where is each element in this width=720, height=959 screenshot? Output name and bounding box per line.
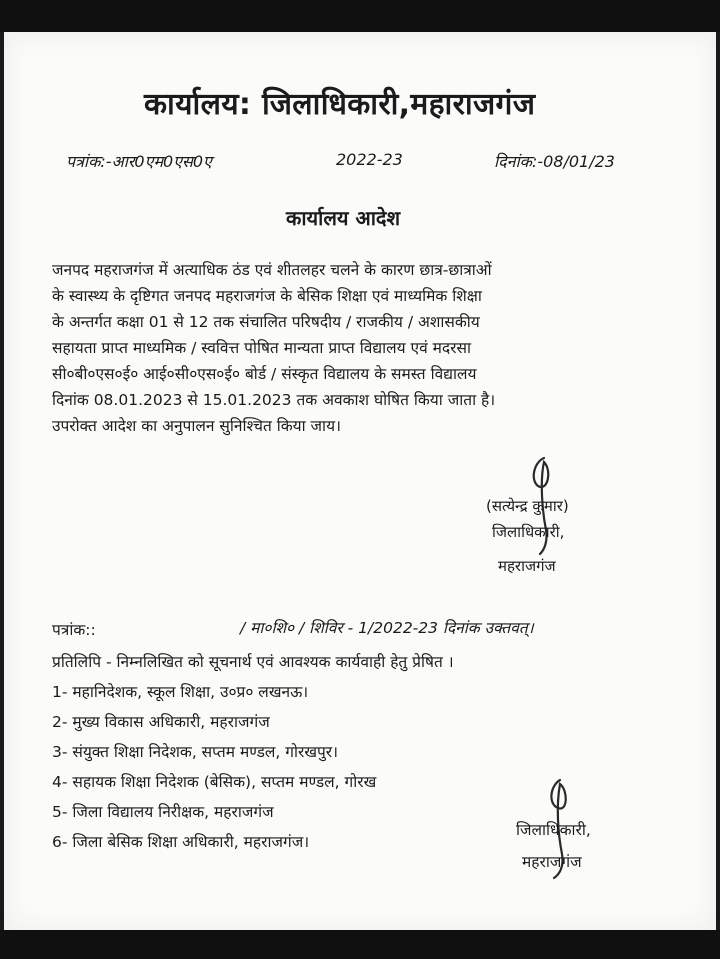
photo-top-edge xyxy=(0,0,720,32)
order-text-line: सी०बी०एस०ई० आई०सी०एस०ई० बोर्ड / संस्कृत विद्यालय के समस्त विद्यालय xyxy=(52,365,477,383)
copy-reference-detail: / मा०शि० / शिविर - 1/2022-23 दिनांक उक्तवत्। xyxy=(240,619,534,637)
issue-date: दिनांक:-08/01/23 xyxy=(494,152,615,171)
signatory-name: (सत्येन्द्र कुमार) xyxy=(486,497,569,515)
order-text-line: उपरोक्त आदेश का अनुपालन सुनिश्चित किया जाय। xyxy=(52,417,341,435)
copy-intro: प्रतिलिपि - निम्नलिखित को सूचनार्थ एवं आवश्यक कार्यवाही हेतु प्रेषित । xyxy=(52,653,454,671)
recipient-item: 2- मुख्य विकास अधिकारी, महराजगंज xyxy=(52,713,270,731)
photo-bottom-edge xyxy=(0,930,720,959)
order-text-line: के अन्तर्गत कक्षा 01 से 12 तक संचालित परिषदीय / राजकीय / अशासकीय xyxy=(52,313,480,331)
recipient-item: 4- सहायक शिक्षा निदेशक (बेसिक), सप्तम मण्डल, गोरख xyxy=(52,773,377,791)
recipient-item: 6- जिला बेसिक शिक्षा अधिकारी, महराजगंज। xyxy=(52,833,310,851)
office-title: कार्यालय: जिलाधिकारी,महाराजगंज xyxy=(144,87,536,122)
signatory-designation: जिलाधिकारी, xyxy=(492,523,565,541)
order-heading: कार्यालय आदेश xyxy=(286,206,401,230)
recipient-item: 1- महानिदेशक, स्कूल शिक्षा, उ०प्र० लखनऊ। xyxy=(52,683,309,701)
recipient-item: 3- संयुक्त शिक्षा निदेशक, सप्तम मण्डल, गोरखपुर। xyxy=(52,743,339,761)
order-text-line: जनपद महराजगंज में अत्याधिक ठंड एवं शीतलहर चलने के कारण छात्र-छात्राओं xyxy=(52,261,492,279)
order-text-line: दिनांक 08.01.2023 से 15.01.2023 तक अवकाश घोषित किया जाता है। xyxy=(52,391,496,409)
copy-signatory-place: महराजगंज xyxy=(522,853,582,871)
order-text-line: के स्वास्थ्य के दृष्टिगत जनपद महराजगंज के बेसिक शिक्षा एवं माध्यमिक शिक्षा xyxy=(52,287,482,305)
copy-signatory-designation: जिलाधिकारी, xyxy=(516,821,591,839)
session-year: 2022-23 xyxy=(336,150,403,169)
copy-reference-label: पत्रांक:: xyxy=(52,621,96,639)
order-text-line: सहायता प्राप्त माध्यमिक / स्ववित्त पोषित मान्यता प्राप्त विद्यालय एवं मदरसा xyxy=(52,339,471,357)
signatory-place: महराजगंज xyxy=(498,557,556,575)
reference-number: पत्रांक:-आर0एम0एस0ए xyxy=(66,152,212,171)
office-order-document xyxy=(4,32,716,930)
recipient-item: 5- जिला विद्यालय निरीक्षक, महराजगंज xyxy=(52,803,274,821)
